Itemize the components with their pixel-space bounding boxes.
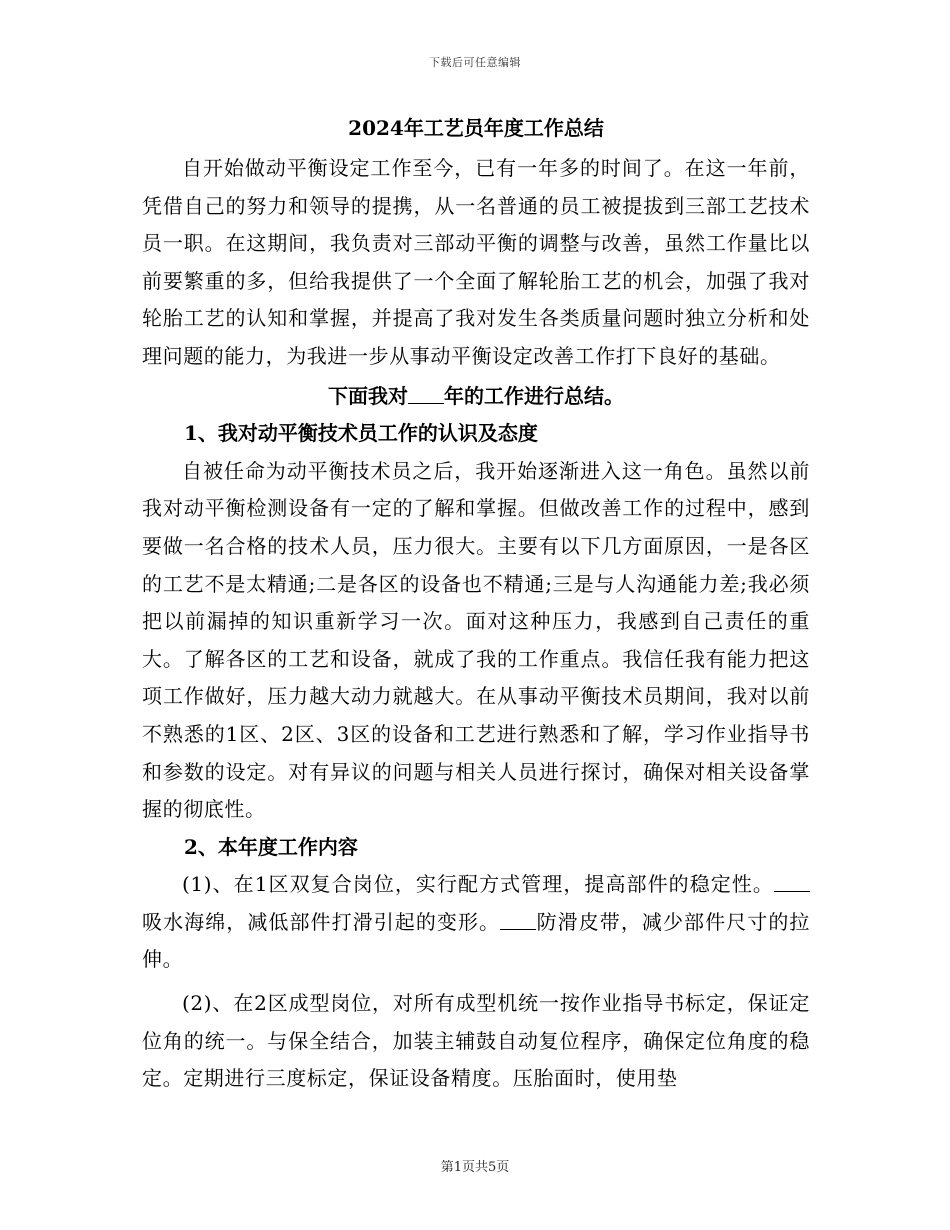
section-1-paragraph: 自被任命为动平衡技术员之后，我开始逐渐进入这一角色。虽然以前我对动平衡检测设备有一定的了解和掌握。但做改善工作的过程中，感到要做一名合格的技术人员，压力很大。主要有以下几方面原因，一是各区的工艺不是太精通;二是各区的设备也不精通;三是与人沟通能力差;我必须把以前漏掉的知识重新学习一次。面对这种压力，我感到自己责任的重大。了解各区的工艺和设备，就成了我的工作重点。我信任我有能力把这项工作做好，压力越大动力就越大。在从事动平衡技术员期间，我对以前不熟悉的1区、2区、3区的设备和工艺进行熟悉和了解，学习作业指导书和参数的设定。对有异议的问题与相关人员进行探讨，确保对相关设备掌握的彻底性。 [142,458,810,822]
page-number: 第1页共5页 [440,1160,510,1175]
item-1-part-2: 吸水海绵，减低部件打滑引起的变形。 [142,909,501,934]
document-body [142,112,810,1098]
item-1-part-3: 防滑皮带，减少部件尺寸的拉伸。 [142,909,810,972]
summary-suffix: 年的工作进行总结。 [444,383,624,408]
document-title: 2024年工艺员年度工作总结 [348,116,604,140]
fill-in-blank [774,873,810,892]
section-heading-2: 2、本年度工作内容 [184,834,358,859]
summary-line [142,378,810,416]
item-1-part-1: (1)、在1区双复合岗位，实行配方式管理，提高部件的稳定性。 [182,872,774,897]
summary-prefix: 下面我对 [328,383,408,408]
fill-in-blank [500,911,536,930]
intro-paragraph: 自开始做动平衡设定工作至今，已有一年多的时间了。在这一年前，凭借自己的努力和领导的提携，从一名普通的员工被提拔到三部工艺技术员一职。在这期间，我负责对三部动平衡的调整与改善，虽然工作量比以前要繁重的多，但给我提供了一个全面了解轮胎工艺的机会，加强了我对轮胎工艺的认知和掌握，并提高了我对发生各类质量问题时独立分析和处理问题的能力，为我进一步从事动平衡设定改善工作打下良好的基础。 [142,156,810,368]
item-1-paragraph [142,866,810,979]
section-heading-1: 1、我对动平衡技术员工作的认识及态度 [184,421,538,446]
item-2-paragraph: (2)、在2区成型岗位，对所有成型机统一按作业指导书标定，保证定位角的统一。与保全结合，加装主辅鼓自动复位程序，确保定位角度的稳定。定期进行三度标定，保证设备精度。压胎面时，使用垫 [142,991,810,1091]
fill-in-blank [408,385,444,404]
running-header: 下载后可任意编辑 [429,56,521,69]
